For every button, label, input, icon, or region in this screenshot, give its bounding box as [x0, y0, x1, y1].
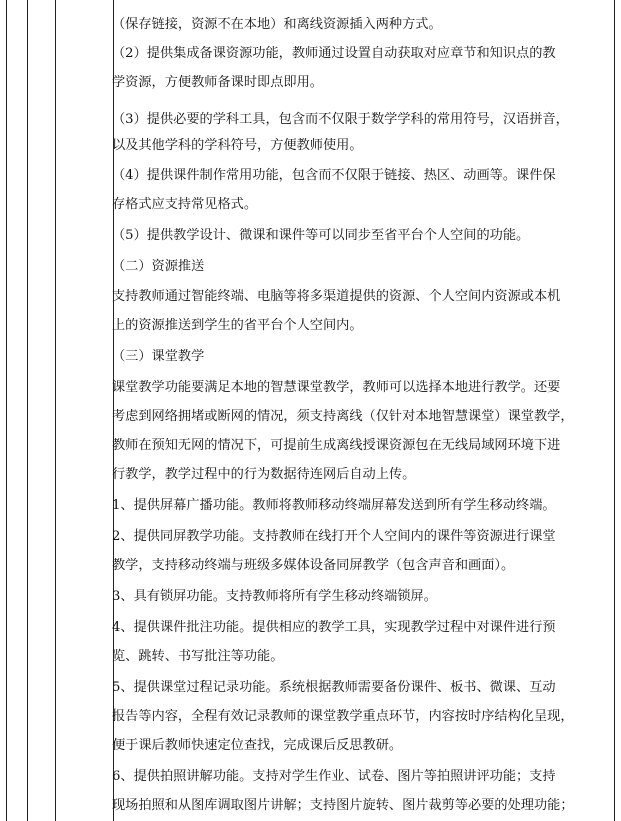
text-line: 2、提供同屏教学功能。支持教师在线打开个人空间内的课件等资源进行课堂 [112, 529, 556, 544]
text-line: （2）提供集成备课资源功能，教师通过设置自动获取对应章节和知识点的教 [112, 46, 556, 61]
text-line: 考虑到网络拥堵或断网的情况，须支持离线（仅针对本地智慧课堂）课堂教学， [112, 409, 574, 424]
text-line: （3）提供必要的学科工具，包含而不仅限于数学学科的常用符号，汉语拼音， [112, 112, 569, 127]
text-line: 课堂教学功能要满足本地的智慧课堂教学，教师可以选择本地进行教学。还要 [112, 380, 561, 395]
text-line: （4）提供课件制作常用功能，包含而不仅限于链接、热区、动画等。课件保 [112, 168, 556, 183]
text-line: 5、提供课堂过程记录功能。系统根据教师需要备份课件、板书、微课、互动 [112, 680, 556, 695]
text-line: 览、跳转、书写批注等功能。 [112, 649, 284, 664]
text-line: 现场拍照和从图库调取图片讲解；支持图片旋转、图片裁剪等必要的处理功能； [112, 798, 574, 813]
text-line: （5）提供教学设计、微课和课件等可以同步至省平台个人空间的功能。 [112, 228, 530, 243]
text-line: 教师在预知无网的情况下，可提前生成离线授课资源包在无线局域网环境下进 [112, 438, 561, 453]
text-line: 教学，支持移动终端与班级多媒体设备同屏教学（包含声音和画面）。 [112, 558, 515, 573]
text-line: 3、具有锁屏功能。支持教师将所有学生移动终端锁屏。 [112, 589, 437, 604]
text-line: 1、提供屏幕广播功能。教师将教师移动终端屏幕发送到所有学生移动终端。 [112, 498, 556, 513]
text-line: 以及其他学科的学科符号，方便教师使用。 [112, 138, 363, 153]
text-line: 6、提供拍照讲解功能。支持对学生作业、试卷、图片等拍照讲评功能；支持 [112, 769, 556, 784]
section-heading: （二）资源推送 [112, 259, 205, 274]
text-line: （保存链接，资源不在本地）和离线资源插入两种方式。 [112, 17, 442, 32]
text-line: 4、提供课件批注功能。提供相应的教学工具，实现教学过程中对课件进行预 [112, 620, 556, 635]
text-line: 行教学，教学过程中的行为数据待连网后自动上传。 [112, 467, 416, 482]
text-line: 便于课后教师快速定位查找，完成课后反思教研。 [112, 738, 403, 753]
text-line: 上的资源推送到学生的省平台个人空间内。 [112, 318, 363, 333]
text-line: 报告等内容，全程有效记录教师的课堂教学重点环节，内容按时序结构化呈现， [112, 709, 574, 724]
section-heading: （三）课堂教学 [112, 349, 205, 364]
column-divider-2 [55, 0, 56, 821]
text-line: 支持教师通过智能终端、电脑等将多渠道提供的资源、个人空间内资源或本机 [112, 289, 561, 304]
text-line: 学资源，方便教师备课时即点即用。 [112, 75, 323, 90]
column-divider-1 [27, 0, 28, 821]
text-line: 存格式应支持常见格式。 [112, 197, 258, 212]
